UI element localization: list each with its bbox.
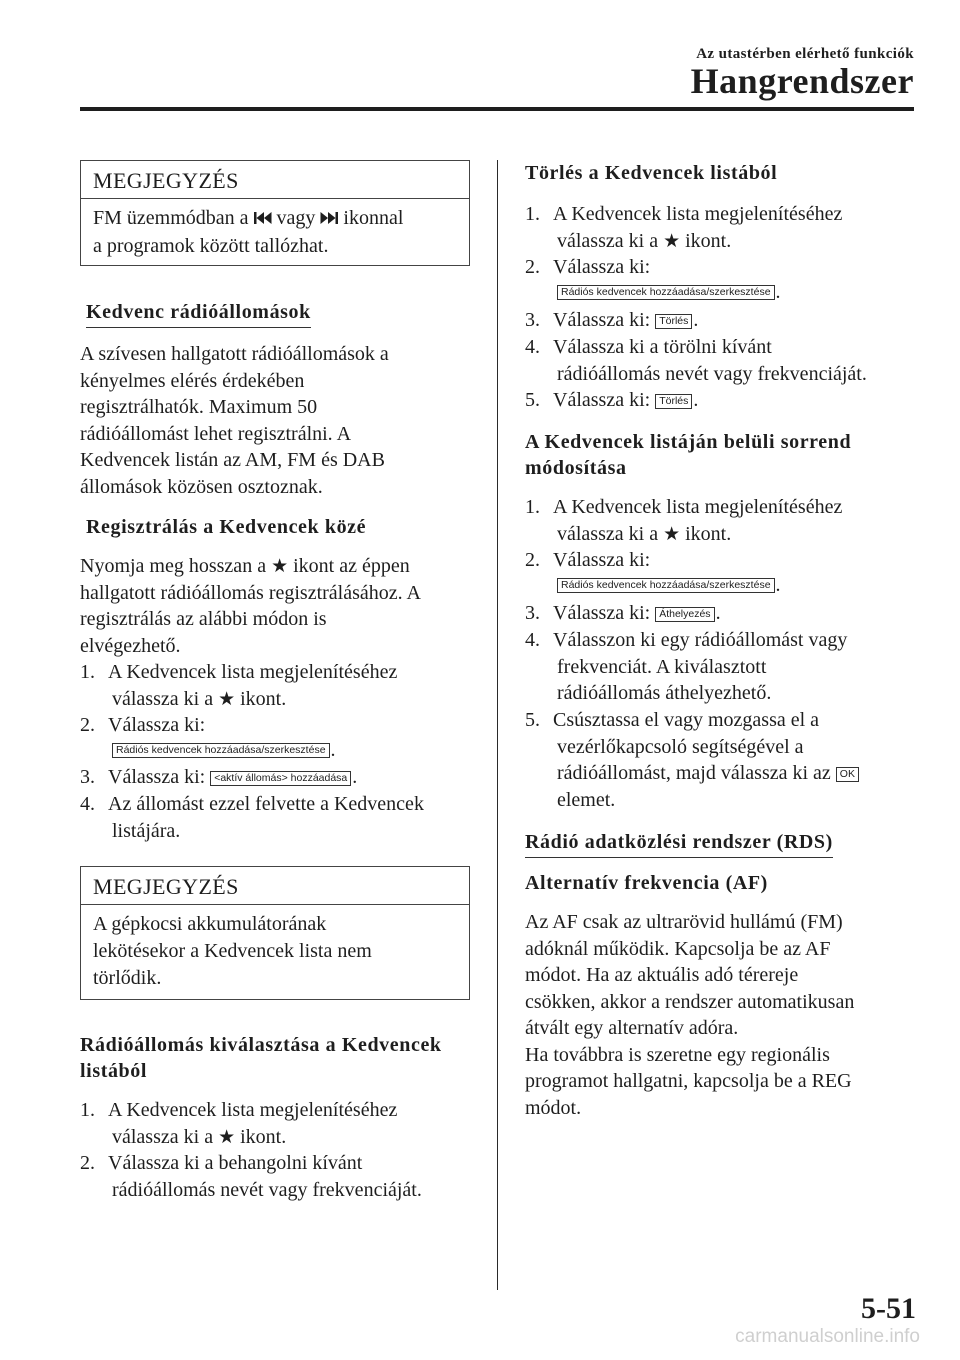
subheading-reorder: A Kedvencek listáján belüli sorrend módosítása [525, 431, 852, 479]
select-step-2: 2. Válassza ki a behangolni kívánt rádióállomás nevét vagy frekvenciáját. [80, 1152, 422, 1201]
af-description: Az AF csak az ultrarövid hullámú (FM) adóknál működik. Kapcsolja be az AF módot. Ha az aktuális adó térereje csökken, akkor a rendszer automatikusan átvált egy alternatív adóra. Ha továbbra is szeretne egy regionális programot hallgatni, kapcsolja be a REG módot. [525, 911, 855, 1119]
subheading-af: Alternatív frekvencia (AF) [525, 872, 768, 894]
note-box-fm [80, 160, 470, 266]
star-icon: ★ [663, 229, 681, 252]
subheading-register: Regisztrálás a Kedvencek közé [86, 516, 367, 538]
delete-step-1: 1. A Kedvencek lista megjelenítéséhez válassza ki a ★ ikont. [525, 203, 843, 252]
star-icon: ★ [663, 522, 681, 545]
page-number: 5-51 [861, 1292, 916, 1325]
reorder-step-5: 5. Csúsztassa el vagy mozgassa el a vezérlőkapcsoló segítségével a rádióállomást, majd válassza ki az OK elemet. [525, 707, 860, 813]
note-body: A gépkocsi akkumulátorának lekötésekor a Kedvencek lista nem törlődik. [93, 913, 372, 989]
reorder-step-2: 2. Válassza ki: Rádiós kedvencek hozzáadása/szerkesztése . [525, 549, 781, 596]
favorites-edit-button[interactable]: Rádiós kedvencek hozzáadása/szerkesztése [557, 578, 775, 593]
favorites-intro: A szívesen hallgatott rádióállomások a kényelmes elérés érdekében regisztrálhatók. Maximum 50 rádióállomást lehet regisztrálni. A Kedvencek listán az AM, FM és DAB állomások közösen osztoznak. [80, 343, 389, 498]
note-title: MEGJEGYZÉS [81, 867, 469, 905]
header-rule [80, 107, 914, 111]
register-step-3: 3. Válassza ki: <aktív állomás> hozzáadása . [80, 766, 358, 788]
reorder-step-4: 4. Válasszon ki egy rádióállomást vagy frekvenciát. A kiválasztott rádióállomás áthelyezhető. [525, 629, 848, 704]
select-step-1: 1. A Kedvencek lista megjelenítéséhez válassza ki a ★ ikont. [80, 1099, 398, 1148]
ok-button[interactable]: OK [836, 767, 859, 782]
reorder-step-1: 1. A Kedvencek lista megjelenítéséhez válassza ki a ★ ikont. [525, 496, 843, 545]
watermark: carmanualsonline.info [735, 1326, 920, 1347]
favorites-edit-button[interactable]: Rádiós kedvencek hozzáadása/szerkesztése [557, 285, 775, 300]
star-icon: ★ [218, 1125, 236, 1148]
section-heading-favorites: Kedvenc rádióállomások [86, 299, 311, 328]
register-step-1: 1. A Kedvencek lista megjelenítéséhez válassza ki a ★ ikont. [80, 661, 398, 710]
section-heading-rds: Rádió adatközlési rendszer (RDS) [525, 829, 833, 858]
column-separator [497, 160, 498, 1290]
delete-button[interactable]: Törlés [655, 394, 692, 409]
chapter-title: Hangrendszer [690, 61, 914, 101]
star-icon: ★ [271, 555, 289, 577]
register-step-2: 2. Válassza ki: Rádiós kedvencek hozzáadása/szerkesztése . [80, 714, 336, 761]
note-body: FM üzemmódban a vagy ikonnal a programok között tallózhat. [93, 207, 404, 257]
note-box-battery [80, 866, 470, 1000]
register-step-4: 4. Az állomást ezzel felvette a Kedvencek listájára. [80, 793, 424, 842]
add-active-station-button[interactable]: <aktív állomás> hozzáadása [210, 771, 351, 786]
subheading-delete: Törlés a Kedvencek listából [525, 162, 778, 184]
delete-step-4: 4. Válassza ki a törölni kívánt rádióállomás nevét vagy frekvenciáját. [525, 336, 867, 385]
favorites-edit-button[interactable]: Rádiós kedvencek hozzáadása/szerkesztése [112, 743, 330, 758]
seek-forward-icon [320, 206, 338, 233]
delete-step-5: 5. Válassza ki: Törlés . [525, 389, 699, 411]
seek-back-icon [254, 206, 272, 233]
chapter-subtitle: Az utastérben elérhető funkciók [696, 46, 914, 62]
note-title: MEGJEGYZÉS [81, 161, 469, 199]
star-icon: ★ [218, 687, 236, 710]
register-intro: Nyomja meg hosszan a ★ ikont az éppen hallgatott rádióállomás regisztrálásához. A regisztrálás az alábbi módon is elvégezhető. [80, 555, 421, 657]
delete-step-2: 2. Válassza ki: Rádiós kedvencek hozzáadása/szerkesztése . [525, 256, 781, 303]
reorder-step-3: 3. Válassza ki: Áthelyezés . [525, 602, 721, 624]
delete-step-3: 3. Válassza ki: Törlés . [525, 309, 699, 331]
subheading-select: Rádióállomás kiválasztása a Kedvencek listából [80, 1034, 442, 1082]
delete-button[interactable]: Törlés [655, 314, 692, 329]
move-button[interactable]: Áthelyezés [655, 607, 714, 622]
